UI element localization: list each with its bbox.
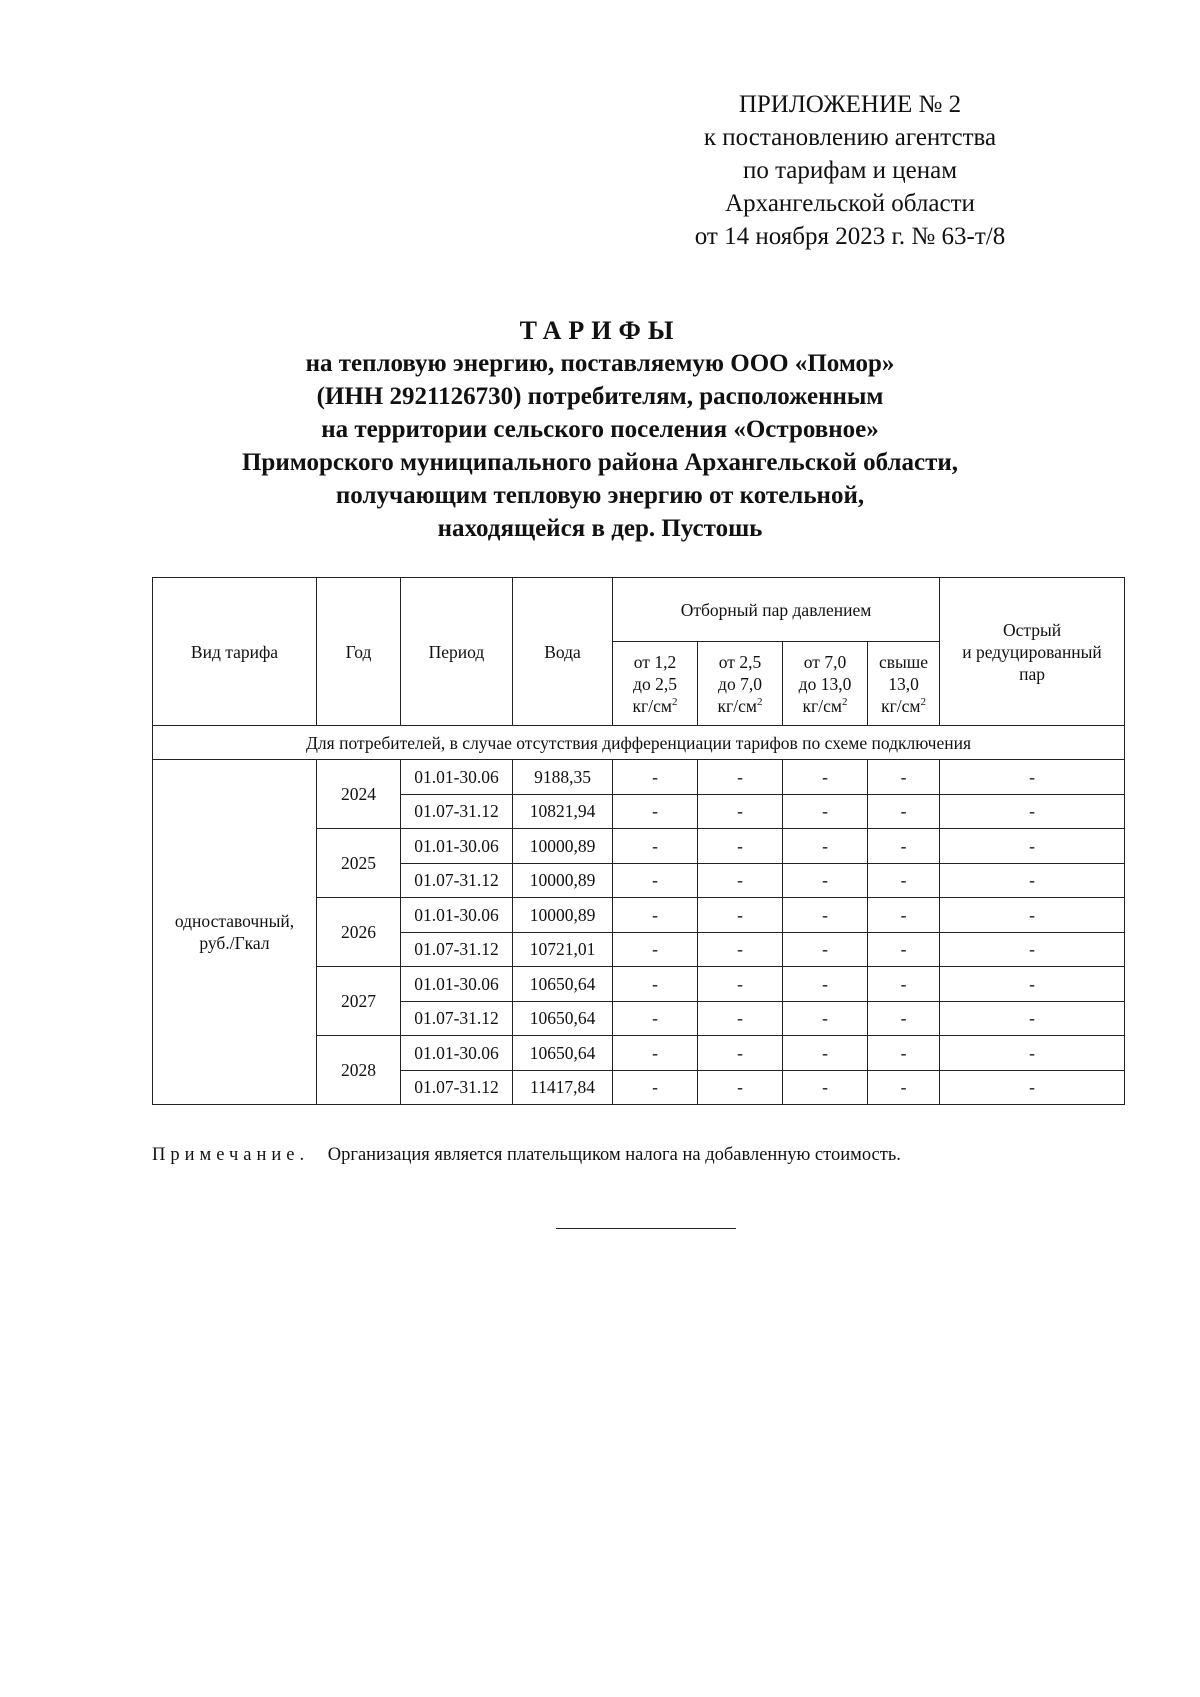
unit-superscript: 2 <box>841 695 848 708</box>
tariff-type-cell <box>153 760 317 1105</box>
steam-tariff-cell: - <box>698 898 783 933</box>
header-steam-unit: кг/см <box>881 695 921 716</box>
header-water: Вода <box>513 578 613 726</box>
steam-tariff-cell: - <box>698 1001 783 1036</box>
steam-tariff-cell: - <box>698 932 783 967</box>
steam-tariff-cell: - <box>698 967 783 1002</box>
water-tariff-cell: 10000,89 <box>513 898 613 933</box>
steam-tariff-cell: - <box>868 898 940 933</box>
document-title <box>0 314 1200 545</box>
steam-tariff-cell: - <box>783 1001 868 1036</box>
appendix-number: ПРИЛОЖЕНИЕ № 2 <box>738 91 962 118</box>
appendix-header <box>600 88 1100 253</box>
title-line: на тепловую энергию, поставляемую ООО «Помор» <box>305 350 895 377</box>
steam-tariff-cell: - <box>698 760 783 795</box>
steam-tariff-cell: - <box>613 1036 698 1071</box>
steam-tariff-cell: - <box>868 1036 940 1071</box>
sharp-steam-tariff-cell: - <box>940 863 1125 898</box>
year-cell: 2025 <box>317 829 401 898</box>
title-line: получающим тепловую энергию от котельной, <box>335 482 865 509</box>
header-steam-line: от 2,5 <box>718 651 762 672</box>
steam-tariff-cell: - <box>868 1001 940 1036</box>
tariff-type-line: руб./Гкал <box>199 933 270 953</box>
appendix-date: от 14 ноября 2023 г. № 63-т/8 <box>694 223 1006 250</box>
steam-tariff-cell: - <box>613 1070 698 1105</box>
steam-tariff-cell: - <box>783 1070 868 1105</box>
water-tariff-cell: 9188,35 <box>513 760 613 795</box>
steam-tariff-cell: - <box>613 760 698 795</box>
steam-tariff-cell: - <box>868 794 940 829</box>
header-sharp-line: Острый <box>1002 619 1062 640</box>
footnote-text: Организация является плательщиком налога на добавленную стоимость. <box>327 1145 901 1165</box>
water-tariff-cell: 11417,84 <box>513 1070 613 1105</box>
header-steam-line: свыше <box>879 651 929 672</box>
period-cell: 01.07-31.12 <box>401 794 513 829</box>
tariff-type-line: одноставочный, <box>174 911 295 931</box>
unit-superscript: 2 <box>671 695 678 708</box>
header-tariff-type: Вид тарифа <box>153 578 317 726</box>
steam-tariff-cell: - <box>783 1036 868 1071</box>
title-line: находящейся в дер. Пустошь <box>437 515 763 542</box>
header-sharp-line: и редуцированный <box>962 641 1102 662</box>
steam-tariff-cell: - <box>613 1001 698 1036</box>
steam-tariff-cell: - <box>783 967 868 1002</box>
steam-tariff-cell: - <box>698 794 783 829</box>
divider-line <box>556 1228 736 1229</box>
title-line: на территории сельского поселения «Островное» <box>321 416 879 443</box>
header-year: Год <box>317 578 401 726</box>
water-tariff-cell: 10000,89 <box>513 863 613 898</box>
header-steam-4 <box>868 642 940 726</box>
footnote <box>152 1145 901 1166</box>
water-tariff-cell: 10650,64 <box>513 1036 613 1071</box>
title-line: Приморского муниципального района Архангельской области, <box>241 449 959 476</box>
steam-tariff-cell: - <box>783 863 868 898</box>
year-cell: 2024 <box>317 760 401 829</box>
header-steam-line: от 7,0 <box>803 651 847 672</box>
steam-tariff-cell: - <box>868 760 940 795</box>
unit-superscript: 2 <box>920 695 926 708</box>
header-steam-line: до 7,0 <box>718 673 762 694</box>
header-sharp-line: пар <box>1019 663 1045 684</box>
header-steam-unit: кг/см <box>802 695 842 716</box>
sharp-steam-tariff-cell: - <box>940 794 1125 829</box>
sharp-steam-tariff-cell: - <box>940 1070 1125 1105</box>
header-steam-unit: кг/см <box>632 695 672 716</box>
water-tariff-cell: 10650,64 <box>513 967 613 1002</box>
appendix-line: Архангельской области <box>725 190 975 217</box>
sharp-steam-tariff-cell: - <box>940 898 1125 933</box>
steam-tariff-cell: - <box>613 794 698 829</box>
steam-tariff-cell: - <box>698 1036 783 1071</box>
header-steam-3 <box>783 642 868 726</box>
year-cell: 2026 <box>317 898 401 967</box>
period-cell: 01.01-30.06 <box>401 898 513 933</box>
year-cell: 2027 <box>317 967 401 1036</box>
water-tariff-cell: 10721,01 <box>513 932 613 967</box>
steam-tariff-cell: - <box>783 794 868 829</box>
period-cell: 01.07-31.12 <box>401 863 513 898</box>
sharp-steam-tariff-cell: - <box>940 829 1125 864</box>
header-period: Период <box>401 578 513 726</box>
header-steam-group: Отборный пар давлением <box>613 578 940 642</box>
period-cell: 01.07-31.12 <box>401 932 513 967</box>
period-cell: 01.01-30.06 <box>401 829 513 864</box>
section-caption: Для потребителей, в случае отсутствия дифференциации тарифов по схеме подключения <box>153 726 1125 760</box>
steam-tariff-cell: - <box>613 967 698 1002</box>
sharp-steam-tariff-cell: - <box>940 760 1125 795</box>
year-cell: 2028 <box>317 1036 401 1105</box>
steam-tariff-cell: - <box>783 829 868 864</box>
water-tariff-cell: 10650,64 <box>513 1001 613 1036</box>
header-steam-unit: кг/см <box>717 695 757 716</box>
steam-tariff-cell: - <box>698 829 783 864</box>
period-cell: 01.01-30.06 <box>401 760 513 795</box>
header-sharp-steam <box>940 578 1125 726</box>
steam-tariff-cell: - <box>698 863 783 898</box>
table-section-row <box>153 726 1125 760</box>
title-line: (ИНН 2921126730) потребителям, расположенным <box>316 383 884 410</box>
period-cell: 01.01-30.06 <box>401 1036 513 1071</box>
table-header-row <box>153 578 1125 642</box>
steam-tariff-cell: - <box>613 932 698 967</box>
steam-tariff-cell: - <box>783 932 868 967</box>
water-tariff-cell: 10821,94 <box>513 794 613 829</box>
steam-tariff-cell: - <box>868 1070 940 1105</box>
header-steam-line: до 2,5 <box>633 673 677 694</box>
steam-tariff-cell: - <box>613 829 698 864</box>
steam-tariff-cell: - <box>613 898 698 933</box>
steam-tariff-cell: - <box>868 863 940 898</box>
header-steam-line: 13,0 <box>888 673 919 694</box>
water-tariff-cell: 10000,89 <box>513 829 613 864</box>
steam-tariff-cell: - <box>698 1070 783 1105</box>
steam-tariff-cell: - <box>868 967 940 1002</box>
header-steam-1 <box>613 642 698 726</box>
sharp-steam-tariff-cell: - <box>940 932 1125 967</box>
unit-superscript: 2 <box>756 695 763 708</box>
period-cell: 01.07-31.12 <box>401 1001 513 1036</box>
page-title: ТАРИФЫ <box>519 316 681 345</box>
sharp-steam-tariff-cell: - <box>940 1036 1125 1071</box>
period-cell: 01.07-31.12 <box>401 1070 513 1105</box>
footnote-label: Примечание. <box>152 1145 310 1165</box>
steam-tariff-cell: - <box>613 863 698 898</box>
table-row <box>153 760 1125 795</box>
header-steam-2 <box>698 642 783 726</box>
header-steam-line: от 1,2 <box>633 651 677 672</box>
appendix-line: к постановлению агентства <box>703 124 997 151</box>
steam-tariff-cell: - <box>868 829 940 864</box>
steam-tariff-cell: - <box>783 760 868 795</box>
sharp-steam-tariff-cell: - <box>940 1001 1125 1036</box>
period-cell: 01.01-30.06 <box>401 967 513 1002</box>
header-steam-line: до 13,0 <box>798 673 852 694</box>
tariffs-table <box>152 577 1125 1105</box>
steam-tariff-cell: - <box>868 932 940 967</box>
steam-tariff-cell: - <box>783 898 868 933</box>
sharp-steam-tariff-cell: - <box>940 967 1125 1002</box>
appendix-line: по тарифам и ценам <box>742 157 958 184</box>
